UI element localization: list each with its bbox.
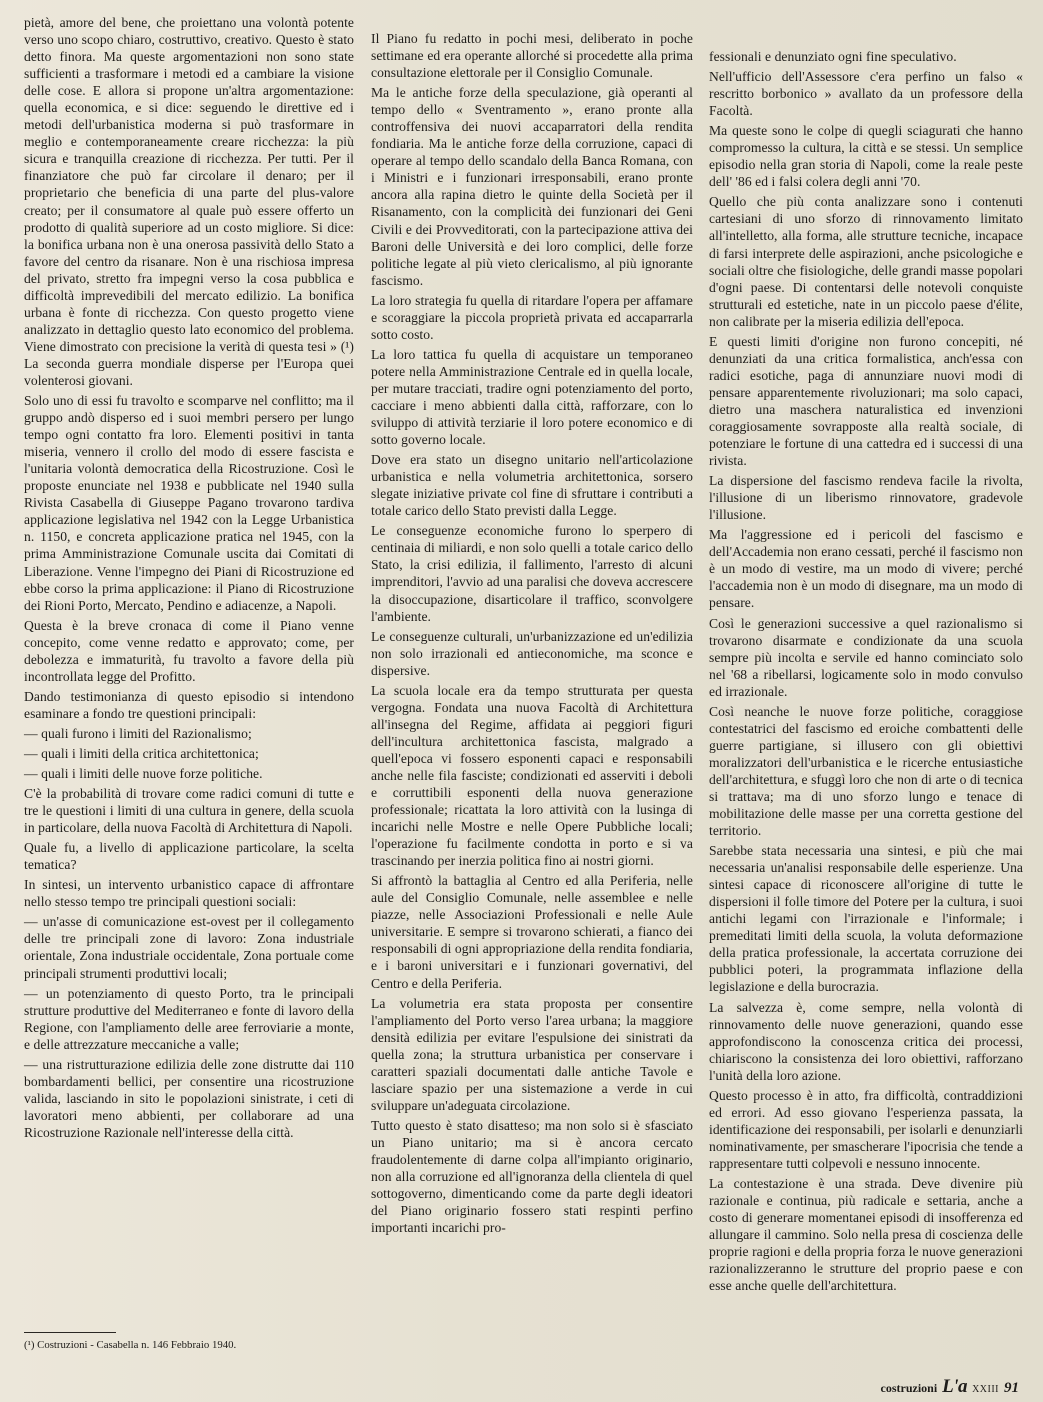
paragraph: Sarebbe stata necessaria una sintesi, e più che mai necessaria un'analisi responsabile delle esperienze. Una sintesi capace di riconoscere all'origine di tutte le dispersioni il folle timore del Potere per la cultura, i suoi antichi legami con l'irrazionale e l'informale; i premeditati limiti della scuola, la voluta deformazione della pratica professionale, la accertata corruzione dei pubblici poteri, la programmata inflazione della legislazione e della burocrazia. bbox=[709, 843, 1023, 995]
paragraph: fessionali e denunziato ogni fine speculativo. bbox=[709, 49, 957, 64]
magazine-name: costruzioni bbox=[880, 1381, 938, 1395]
paragraph: Dove era stato un disegno unitario nell'articolazione urbanistica e nella volumetria architettonica, sorsero slegate iniziative private col fine di sfruttare i contributi a totale carico dello Stato previsti dalla Legge. bbox=[371, 452, 693, 519]
paragraph: Ma le antiche forze della speculazione, già operanti al tempo dello « Sventramento », erano pronte alla controffensiva dei nuovi accaparratori della rendita fondiaria. Ma le antiche forze della corruzione, capaci di operare al tempo dello scandalo della Banca Romana, con i Ministri e i funzionari irresponsabili, erano pronte ancora alla rapina dietro le quinte della Società per il Risanamento, con la complicità dei funzionari dei Geni Civili e dei Provveditorati, con la partecipazione attiva dei Baroni delle Università e dei loro complici, delle forze politiche legate al più vieto clericalismo, al più ignorante fascismo. bbox=[371, 85, 693, 288]
paragraph: Questa è la breve cronaca di come il Piano venne concepito, come venne redatto e approvato; come, per debolezza e immaturità, fu travolto a favore della più incontrollata legge del Profitto. bbox=[24, 617, 354, 684]
footnote: (¹) Costruzioni - Casabella n. 146 Febbraio 1940. bbox=[24, 1339, 237, 1351]
paragraph: La contestazione è una strada. Deve divenire più razionale e continua, più radicale e settaria, anche a costo di generare momentanei episodi di insofferenza ed allungare il cammino. Solo nella presa di coscienza delle proprie ragioni e della propria forza le nuove generazioni razionalizzeranno le strutture del proprio paese e con esse anche quelle dell'architettura. bbox=[709, 1176, 1023, 1294]
paragraph: Dando testimonianza di questo episodio si intendono esaminare a fondo tre questioni principali: bbox=[24, 688, 354, 721]
paragraph: La dispersione del fascismo rendeva facile la rivolta, l'illusione di un liberismo rinnovatore, gradevole l'illusione. bbox=[709, 473, 1023, 523]
paragraph: Nell'ufficio dell'Assessore c'era perfino un falso « rescritto borbonico » avallato da un professore della Facoltà. bbox=[709, 69, 1023, 119]
paragraph: — quali i limiti delle nuove forze politiche. bbox=[24, 766, 263, 782]
paragraph: Questo processo è in atto, fra difficoltà, contraddizioni ed errori. Ad esso giovano l'esperienza passata, la identificazione dei responsabili, per isolarli e denunziarli nominativamente, per smascherare l'ipocrisia che tende a rappresentare tutti colpevoli e nessuno innocente. bbox=[709, 1087, 1023, 1171]
paragraph: In sintesi, un intervento urbanistico capace di affrontare nello stesso tempo tre principali questioni sociali: bbox=[24, 877, 354, 910]
page-folio bbox=[881, 1376, 1020, 1398]
paragraph: Solo uno di essi fu travolto e scomparve nel conflitto; ma il gruppo andò disperso ed i suoi membri persero per lungo tempo ogni contatto fra loro. Elementi positivi in tanta miseria, vennero il crollo del modo di essere fascista e l'unitaria volontà democratica della Ricostruzione. Così le proposte enunciate nel 1938 e pubblicate nel 1940 sulla Rivista Casabella di Giuseppe Pagano trovarono tardiva applicazione legislativa nel 1942 con la Legge Urbanistica n. 1150, e concreta applicazione pratica nel 1945, con la prima Amministrazione Comunale uscita dai Comitati di Liberazione. Venne l'impegno dei Piani di Ricostruzione ed ebbe corso la prima applicazione: il Piano di Ricostruzione dei Rioni Porto, Mercato, Pendino e adiacenze, a Napoli. bbox=[24, 393, 354, 613]
paragraph: La loro strategia fu quella di ritardare l'opera per affamare e scoraggiare la piccola proprietà privata ed accaparrarla sotto costo. bbox=[371, 292, 693, 342]
paragraph: La loro tattica fu quella di acquistare un temporaneo potere nella Amministrazione Centrale ed in quella locale, per mutare tracciati, tradire ogni potenziamento del porto, cacciare i meno abbienti dalla città, rafforzare, con lo sviluppo di attività terziarie il loro potere economico e di sotto governo locale. bbox=[371, 346, 693, 448]
paragraph: La salvezza è, come sempre, nella volontà di rinnovamento delle nuove generazioni, quando esse approfondiscono la conoscenza critica dei processi, chiariscono la consistenza dei loro obiettivi, rafforzano l'unità della loro azione. bbox=[709, 999, 1023, 1083]
paragraph: Quale fu, a livello di applicazione particolare, la scelta tematica? bbox=[24, 840, 354, 873]
paragraph: La scuola locale era da tempo strutturata per questa vergogna. Fondata una nuova Facoltà di Architettura all'insegna del Regime, affidata ai peggiori figuri dell'incultura architettonica fascista, malgrado a quell'epoca vi fossero esponenti capaci e responsabili anche nelle fila fasciste; condizionati ed asserviti i deboli e corruttibili esponenti della nuova generazione professionale; ricattata la loro attività con la lusinga di incarichi nelle Mostre e nelle Opere Pubbliche locali; l'operazione fu facilmente condotta in porto e si va trascinando per inerzia politica fino ai nostri giorni. bbox=[371, 682, 693, 869]
paragraph: Il Piano fu redatto in pochi mesi, deliberato in poche settimane ed era operante allorché si procedette alla prima consultazione elettorale per il Consiglio Comunale. bbox=[371, 31, 693, 81]
paragraph: Si affrontò la battaglia al Centro ed alla Periferia, nelle aule del Consiglio Comunale, nelle assemblee e nelle piazze, nelle Associazioni Professionali e nelle Aule universitarie. E sempre si trovarono schierati, a fianco dei responsabili di ogni appropriazione della rendita fondiaria, e i baroni universitari e i funzionari governativi, del Centro e della Periferia. bbox=[371, 873, 693, 991]
paragraph: — quali furono i limiti del Razionalismo; bbox=[24, 725, 252, 741]
paragraph: — un'asse di comunicazione est-ovest per il collegamento delle tre principali zone di lavoro: Zona industriale orientale, Zona industriale occidentale, Zona portuale come principali strumenti produttivi locali; bbox=[24, 914, 354, 981]
paragraph: E questi limiti d'origine non furono concepiti, né denunziati da una critica formalistica, anch'essa con radici esotiche, paga di annunziare nuovi modi di pensare apparentemente rivoluzionari; ma solo capaci, dietro una maschera naturalistica ed invenzioni coraggiosamente sovrapposte alla realtà sociale, di potenziare le fortune di una cattedra ed i successi di una rivista. bbox=[709, 333, 1023, 469]
column-2 bbox=[371, 30, 693, 1239]
page-number: 91 bbox=[1004, 1380, 1019, 1396]
paragraph: Ma queste sono le colpe di quegli sciagurati che hanno compromesso la cultura, la città e se stessi. Un semplice episodio nella gran storia di Napoli, come la reale peste dell' '86 ed i falsi colera degli anni '70. bbox=[709, 123, 1023, 190]
paragraph: C'è la probabilità di trovare come radici comuni di tutte e tre le questioni i limiti di una cultura in genere, della scuola in particolare, della nuova Facoltà di Architettura di Napoli. bbox=[24, 786, 354, 836]
column-1 bbox=[24, 14, 354, 1144]
paragraph: Le conseguenze economiche furono lo sperpero di centinaia di miliardi, e non solo quelli a totale carico dello Stato, la crisi edilizia, il fallimento, l'arresto di alcuni imprenditori, l'avvio ad una paralisi che doveva accrescere la disoccupazione, disarticolare il traffico, sconvolgere l'ambiente. bbox=[371, 523, 693, 624]
volume-number: XXIII bbox=[972, 1384, 999, 1395]
paragraph: Così neanche le nuove forze politiche, coraggiose contestatrici del fascismo ed eroiche combattenti delle guerre partigiane, si illusero con gli obiettivi moralizzatori dell'urbanistica e le ricerche entusiastiche dell'architettura, e sfuggì loro che non di arte o di tecnica si trattava; ma di uno sforzo lungo e tenace di mobilitazione delle masse per una corretta gestione del territorio. bbox=[709, 703, 1023, 839]
magazine-brand: L'a bbox=[942, 1376, 968, 1397]
paragraph: Così le generazioni successive a quel razionalismo si trovarono disarmate e condizionate da una scuola sempre più incolta e servile ed hanno cominciato solo nel '68 a ribellarsi, logicamente solo in modo convulso ed irrazionale. bbox=[709, 615, 1023, 699]
footnote-rule bbox=[24, 1332, 116, 1333]
paragraph: — una ristrutturazione edilizia delle zone distrutte dai 110 bombardamenti bellici, per consentire una ricostruzione valida, lasciando in sito le popolazioni sinistrate, i ceti di lavoratori meno abbienti, per collaborare ad una Ricostruzione Razionale nell'interesse della città. bbox=[24, 1056, 354, 1140]
paragraph: Ma l'aggressione ed i pericoli del fascismo e dell'Accademia non erano cessati, perché il fascismo non è un modo di vestire, ma un modo di vivere; perché l'accademia non è un modo di disegnare, ma un modo di pensare. bbox=[709, 527, 1023, 611]
paragraph: — un potenziamento di questo Porto, tra le principali strutture produttive del Mediterraneo e fonte di lavoro della Regione, con l'ampliamento delle aree ferroviarie a monte, e delle attrezzature meccaniche a valle; bbox=[24, 985, 354, 1052]
paragraph: Le conseguenze culturali, un'urbanizzazione ed un'edilizia non solo irrazionali ed antieconomiche, ma sconce e dispersive. bbox=[371, 628, 693, 678]
column-3 bbox=[709, 48, 1023, 1297]
paragraph: Tutto questo è stato disatteso; ma non solo si è sfasciato un Piano unitario; ma si è ancora cercato fraudolentemente di darne colpa all'impianto originario, non alla corruzione ed all'ignoranza della clientela di quel sottogoverno, dimenticando come da parte degli ideatori del Piano originario fossero stati respinti perfino importanti incarichi pro- bbox=[371, 1117, 693, 1236]
paragraph: La volumetria era stata proposta per consentire l'ampliamento del Porto verso l'area urbana; la maggiore densità edilizia per evitare l'espulsione dei sinistrati da quella zona; la struttura urbanistica per conservare i caratteri spaziali documentati dalle antiche Tavole e lasciare spazio per una sistemazione a verde in cui sviluppare un'adeguata circolazione. bbox=[371, 995, 693, 1113]
paragraph: pietà, amore del bene, che proiettano una volontà potente verso uno scopo chiaro, costruttivo, creativo. Questo è stato detto finora. Ma queste argomentazioni non sono state sufficienti a trasformare i metodi ed a cambiare la visione delle cose. E allora si propone un'altra argomentazione: quella economica, e si dice: seguendo le direttive ed i metodi dell'urbanistica moderna si può trasformare in meglio e contemporaneamente creare ricchezza: la più sicura e tranquilla creazione di ricchezza. Per tutti. Per il finanziatore che può far circolare il denaro; per il proprietario che beneficia di una parte del plus-valore creato; per il consumatore al quale può essere offerto un prodotto di qualità superiore ad un costo migliore. Si dice: la bonifica urbana non è una onerosa passività dello Stato a favore del centro da risanare. Non è una rischiosa impresa del privato, stretto fra impegni verso la cosa pubblica e difficoltà imprevedibili del mercato edilizio. La bonifica urbana è fonte di ricchezza. Con questo progetto viene analizzato in dettaglio questo lato economico del problema. Viene dimostrato con precisione la verità di questa tesi » (¹) La seconda guerra mondiale disperse per l'Europa quei volenterosi giovani. bbox=[24, 15, 354, 388]
paragraph: Quello che più conta analizzare sono i contenuti cartesiani di uno sforzo di rinnovamento limitato all'intelletto, alla forma, alle strutture tecniche, incapace di farsi interprete delle aspirazioni, anche psicologiche e sociali oltre che fisiologiche, delle grandi masse popolari d'ogni paese. Di contentarsi delle notevoli conquiste strutturali ed estetiche, nate in un piccolo paese d'élite, non calibrate per la miseria edilizia dell'epoca. bbox=[709, 194, 1023, 329]
paragraph: — quali i limiti della critica architettonica; bbox=[24, 745, 259, 761]
